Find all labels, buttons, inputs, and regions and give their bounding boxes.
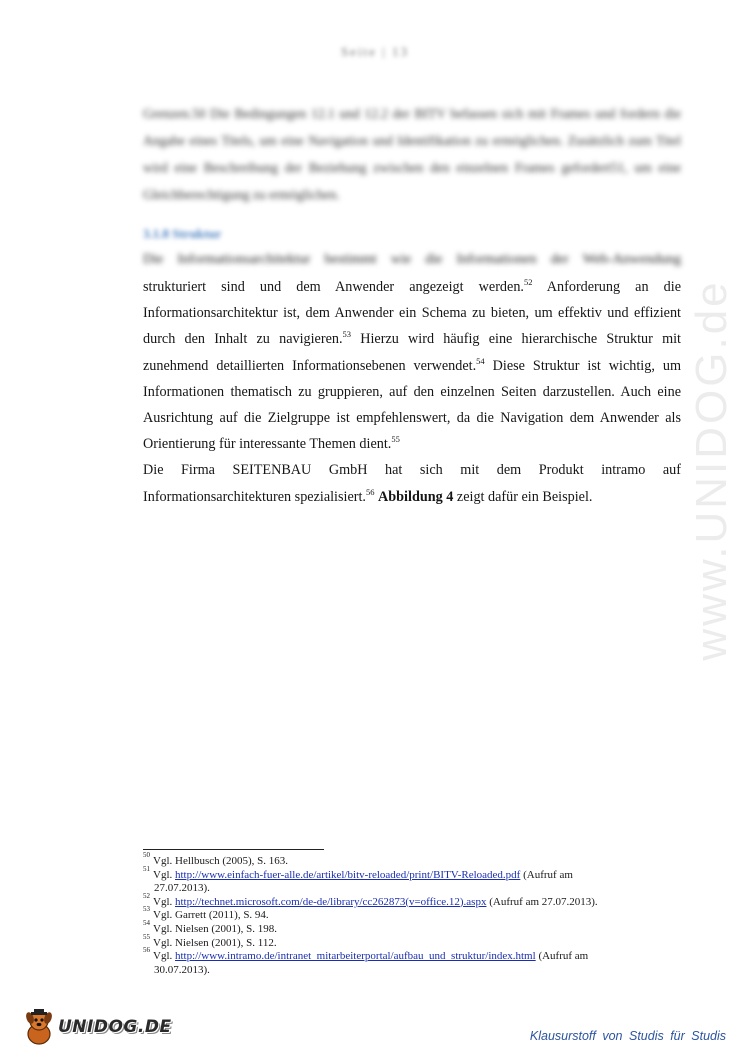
sentence-1: strukturiert sind und dem Anwender angezeigt werden. <box>143 279 524 295</box>
dog-mascot-icon <box>22 1008 56 1046</box>
footnote-51 <box>143 864 683 883</box>
footnote-text <box>153 869 683 883</box>
footnote-ref-55[interactable]: 55 <box>391 434 400 445</box>
footnote-link[interactable]: http://www.intramo.de/intranet_mitarbeiterportal/aufbau_und_struktur/index.html <box>175 950 536 963</box>
footnote-suffix: (Aufruf am <box>520 868 573 881</box>
sentence-2: Anforderung an die Informationsarchitektur ist, dem Anwender ein Schema zu bieten, um effektiv und effizient durch den Inhalt zu navigieren. <box>143 279 681 348</box>
footnote-50 <box>143 851 683 869</box>
footnote-53 <box>143 905 683 923</box>
footnote-ref-53[interactable]: 53 <box>342 329 352 340</box>
footnote-number: 56 <box>143 946 150 955</box>
footnote-continuation: 27.07.2013). <box>154 882 210 895</box>
footnote-text: Vgl. Nielsen (2001), S. 198. <box>153 922 278 935</box>
footnotes <box>143 851 683 977</box>
paragraph-2 <box>143 457 681 509</box>
tagline: Klausurstoff von Studis für Studis <box>529 1029 726 1043</box>
footnote-suffix: (Aufruf am <box>535 950 589 963</box>
blurred-paragraph: Grenzen.50 Die Bedingungen 12.1 und 12.2 der BITV befassen sich mit Frames und fordern die Angabe eines Titels, um eine Navigation und Identifikation zu ermöglichen. Zusätzlich zum Titel wird eine Beschreibung der Beziehung zwischen den einzelnen Frames gefordert51, um eine Gleichberechtigung zu ermöglichen. <box>143 106 681 202</box>
footnote-text <box>153 896 683 910</box>
sentence-3: Hierzu wird häufig eine hierarchische Struktur mit zunehmend detaillierten Informationsebenen verwendet. <box>143 331 681 374</box>
watermark: www.UNIDOG.de <box>687 279 736 661</box>
footnote-ref-54[interactable]: 54 <box>476 355 485 366</box>
footnote-52 <box>143 891 683 910</box>
sentence-6: zeigt dafür ein Beispiel. <box>453 488 593 505</box>
footnote-rule <box>143 849 324 850</box>
main-text <box>143 274 681 510</box>
sentence-4: Diese Struktur ist wichtig, um Informationen thematisch zu gruppieren, auf den einzelnen Seiten darzustellen. Auch eine Ausrichtung auf die Zielgruppe ist empfehlenswert, da die Navigation dem Anwender als Orientierung für interessante Themen dient. <box>143 357 681 453</box>
footnote-56 <box>143 946 683 964</box>
footnote-link[interactable]: http://technet.microsoft.com/de-de/library/cc262873(v=office.12).aspx <box>175 895 487 908</box>
footnote-ref-56[interactable]: 56 <box>365 486 375 497</box>
sentence-5: Die Firma SEITENBAU GmbH hat sich mit dem Produkt intramo auf Informationsarchitekturen spezialisiert. <box>143 462 681 505</box>
footnote-number: 52 <box>143 891 150 900</box>
footnote-continuation: 30.07.2013). <box>154 963 210 976</box>
paragraph-1 <box>143 274 681 457</box>
footnote-link[interactable]: http://www.einfach-fuer-alle.de/artikel/bitv-reloaded/print/BITV-Reloaded.pdf <box>175 868 521 881</box>
figure-reference[interactable]: Abbildung 4 <box>378 488 454 505</box>
footnote-text: Vgl. Garrett (2011), S. 94. <box>153 909 269 922</box>
unidog-logo[interactable] <box>22 1008 172 1046</box>
footnote-suffix: (Aufruf am 27.07.2013). <box>486 895 598 908</box>
footnote-number: 55 <box>143 932 150 941</box>
blurred-first-line: Die Informationsarchitektur bestimmt wie die Informationen der Web-Anwendung <box>143 252 681 267</box>
footnote-number: 54 <box>143 918 150 927</box>
footnote-number: 51 <box>143 864 150 873</box>
logo-text: UNIDOG.DE <box>58 1017 172 1037</box>
footnote-prefix: Vgl. <box>153 868 175 881</box>
footnote-number: 53 <box>143 905 150 914</box>
footnote-55 <box>143 932 683 951</box>
page-number-header: Seite | 13 <box>340 44 410 59</box>
footnote-prefix: Vgl. <box>153 895 175 908</box>
footnote-text: Vgl. Nielsen (2001), S. 112. <box>153 936 277 949</box>
footnote-ref-52[interactable]: 52 <box>523 277 533 287</box>
footnote-text: Vgl. Hellbusch (2005), S. 163. <box>153 855 289 867</box>
footnote-54 <box>143 918 683 937</box>
footnote-prefix: Vgl. <box>153 950 175 963</box>
footnote-text <box>153 950 683 964</box>
section-heading: 3.1.8 Struktur <box>143 226 222 241</box>
footnote-number: 50 <box>143 851 150 859</box>
